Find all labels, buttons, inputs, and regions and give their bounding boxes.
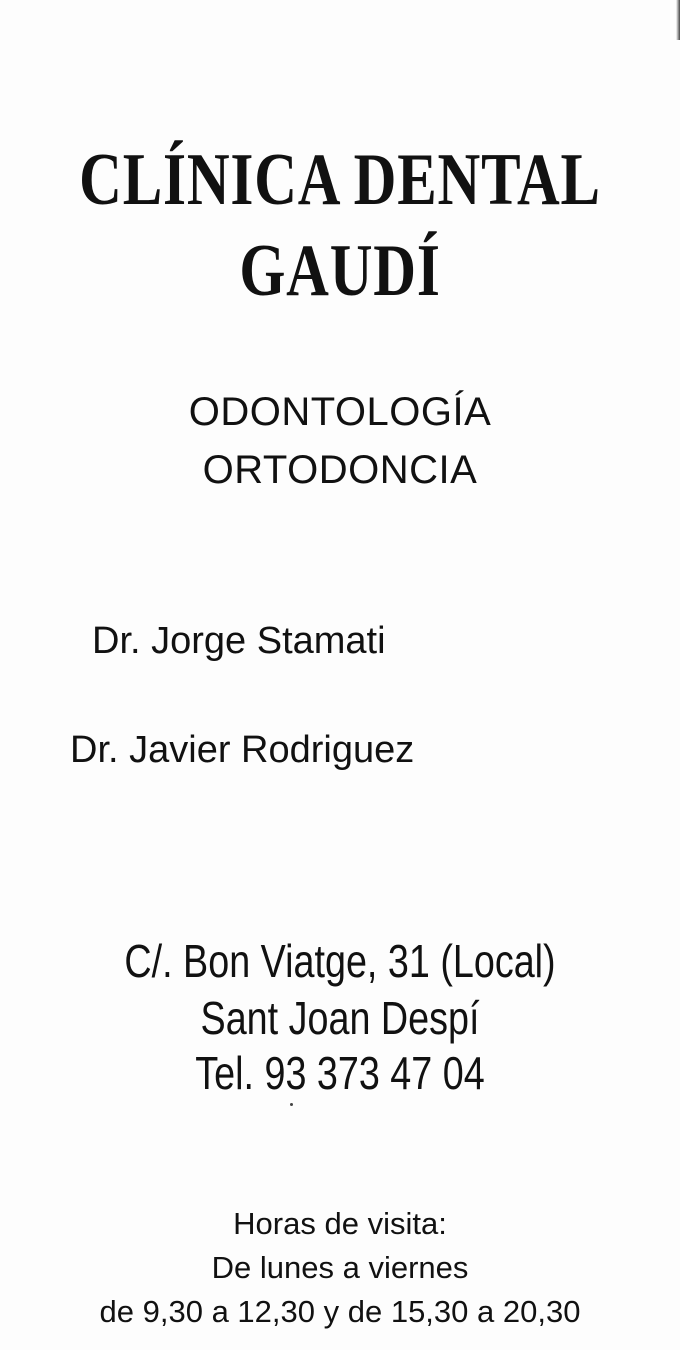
- scan-speck: [290, 1103, 293, 1106]
- specialty-odontologia: ODONTOLOGÍA: [188, 390, 492, 434]
- doctor-jorge-stamati: Dr. Jorge Stamati: [92, 620, 386, 662]
- address-city: Sant Joan Despí: [200, 992, 480, 1044]
- card-edge-shadow: [676, 0, 680, 40]
- address-street: C/. Bon Viatge, 31 (Local): [124, 935, 556, 987]
- clinic-name-line-1: CLÍNICA DENTAL: [79, 139, 601, 221]
- visiting-days: De lunes a viernes: [211, 1250, 469, 1285]
- doctor-javier-rodriguez: Dr. Javier Rodriguez: [70, 729, 415, 771]
- specialty-ortodoncia: ORTODONCIA: [202, 448, 478, 492]
- phone-number: Tel. 93 373 47 04: [195, 1047, 485, 1099]
- clinic-name-line-2: GAUDÍ: [239, 230, 441, 312]
- visiting-times: de 9,30 a 12,30 y de 15,30 a 20,30: [99, 1294, 581, 1329]
- visiting-hours-label: Horas de visita:: [233, 1206, 447, 1241]
